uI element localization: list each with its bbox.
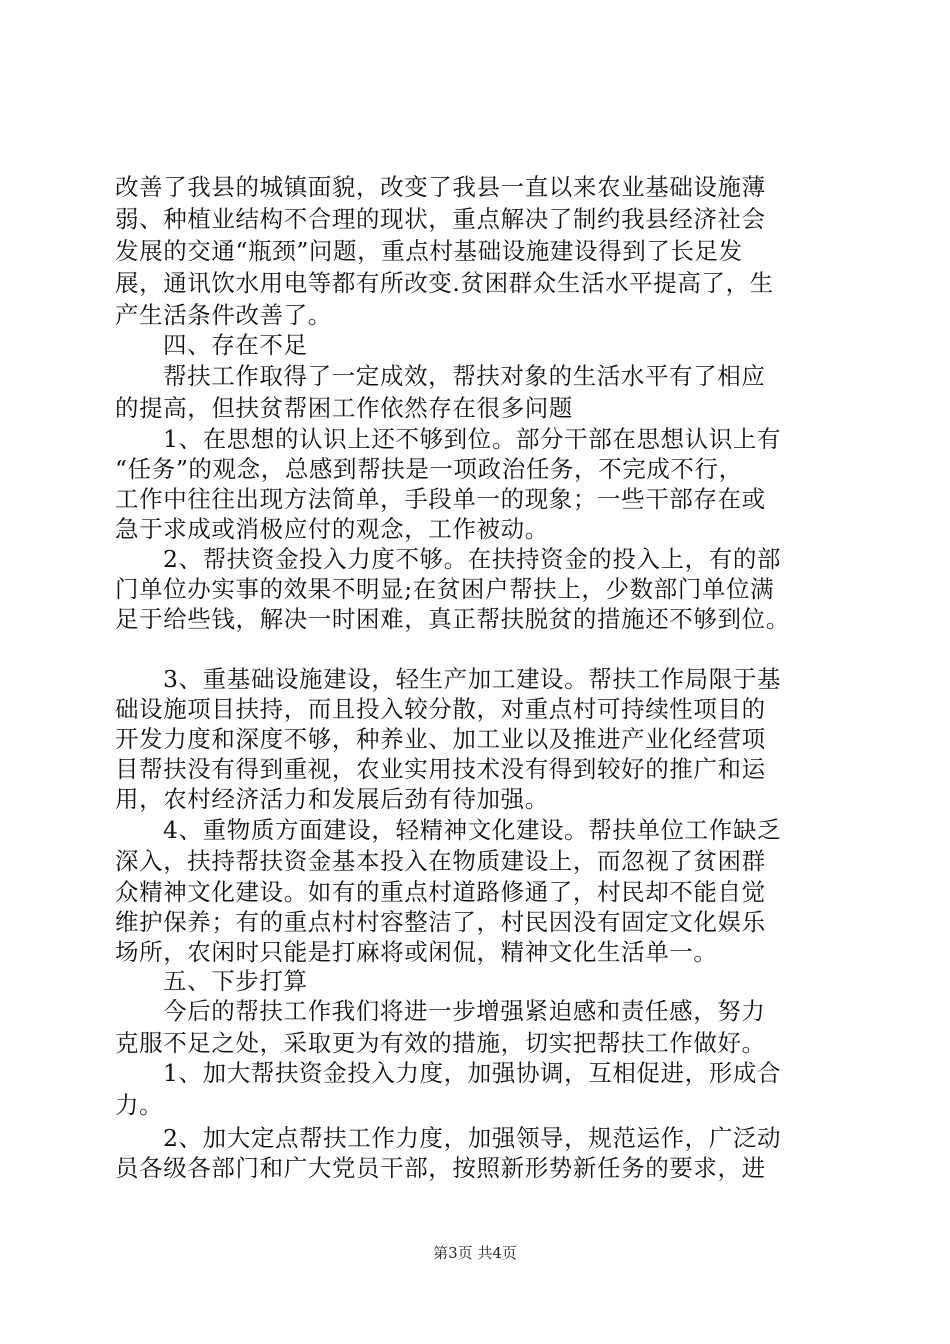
text-line: 足于给些钱，解决一时困难，真正帮扶脱贫的措施还不够到位。: [115, 605, 790, 633]
text-line: 深入，扶持帮扶资金基本投入在物质建设上，而忽视了贫困群: [115, 847, 766, 875]
text-line: 2、帮扶资金投入力度不够。在扶持资金的投入上，有的部: [163, 545, 782, 573]
text-line: 今后的帮扶工作我们将进一步增强紧迫感和责任感，努力: [163, 997, 766, 1025]
text-line: 3、重基础设施建设，轻生产加工建设。帮扶工作局限于基: [163, 665, 782, 693]
text-line: 4、重物质方面建设，轻精神文化建设。帮扶单位工作缺乏: [163, 816, 782, 844]
text-line: 1、加大帮扶资金投入力度，加强协调，互相促进，形成合: [163, 1059, 782, 1087]
text-line: 门单位办实事的效果不明显;在贫困户帮扶上，少数部门单位满: [115, 575, 775, 603]
text-line: 发展的交通“瓶颈”问题，重点村基础设施建设得到了长足发: [115, 237, 743, 265]
text-line: 2、加大定点帮扶工作力度，加强领导，规范运作，广泛动: [163, 1124, 782, 1152]
text-line: 克服不足之处，采取更为有效的措施，切实把帮扶工作做好。: [115, 1029, 766, 1057]
text-line: 础设施项目扶持，而且投入较分散，对重点村可持续性项目的: [115, 695, 766, 723]
text-line: “任务”的观念，总感到帮扶是一项政治任务，不完成不行，: [115, 455, 743, 483]
text-line: 维护保养；有的重点村村容整洁了，村民因没有固定文化娱乐: [115, 908, 766, 936]
text-line: 目帮扶没有得到重视，农业实用技术没有得到较好的推广和运: [115, 755, 766, 783]
text-line: 改善了我县的城镇面貌，改变了我县一直以来农业基础设施薄: [115, 173, 766, 201]
text-line: 员各级各部门和广大党员干部，按照新形势新任务的要求，进: [115, 1154, 766, 1182]
text-line: 弱、种植业结构不合理的现状，重点解决了制约我县经济社会: [115, 205, 766, 233]
section-heading: 四、存在不足: [163, 331, 308, 359]
text-line: 1、在思想的认识上还不够到位。部分干部在思想认识上有: [163, 425, 782, 453]
text-line: 工作中往往出现方法简单，手段单一的现象；一些干部存在或: [115, 485, 766, 513]
text-line: 急于求成或消极应付的观念，工作被动。: [115, 515, 549, 543]
section-heading: 五、下步打算: [163, 967, 308, 995]
text-line: 场所，农闲时只能是打麻将或闲侃，精神文化生活单一。: [115, 938, 718, 966]
text-line: 力。: [115, 1091, 164, 1119]
text-line: 展，通讯饮水用电等都有所改变.贫困群众生活水平提高了，生: [115, 269, 774, 297]
page-number-footer: 第3页 共4页: [433, 1244, 517, 1262]
text-line: 众精神文化建设。如有的重点村道路修通了，村民却不能自觉: [115, 878, 766, 906]
text-line: 开发力度和深度不够，种养业、加工业以及推进产业化经营项: [115, 725, 766, 753]
text-line: 的提高，但扶贫帮困工作依然存在很多问题: [115, 394, 573, 422]
text-line: 帮扶工作取得了一定成效，帮扶对象的生活水平有了相应: [163, 362, 766, 390]
text-line: 用，农村经济活力和发展后劲有待加强。: [115, 785, 549, 813]
text-line: 产生活条件改善了。: [115, 301, 332, 329]
